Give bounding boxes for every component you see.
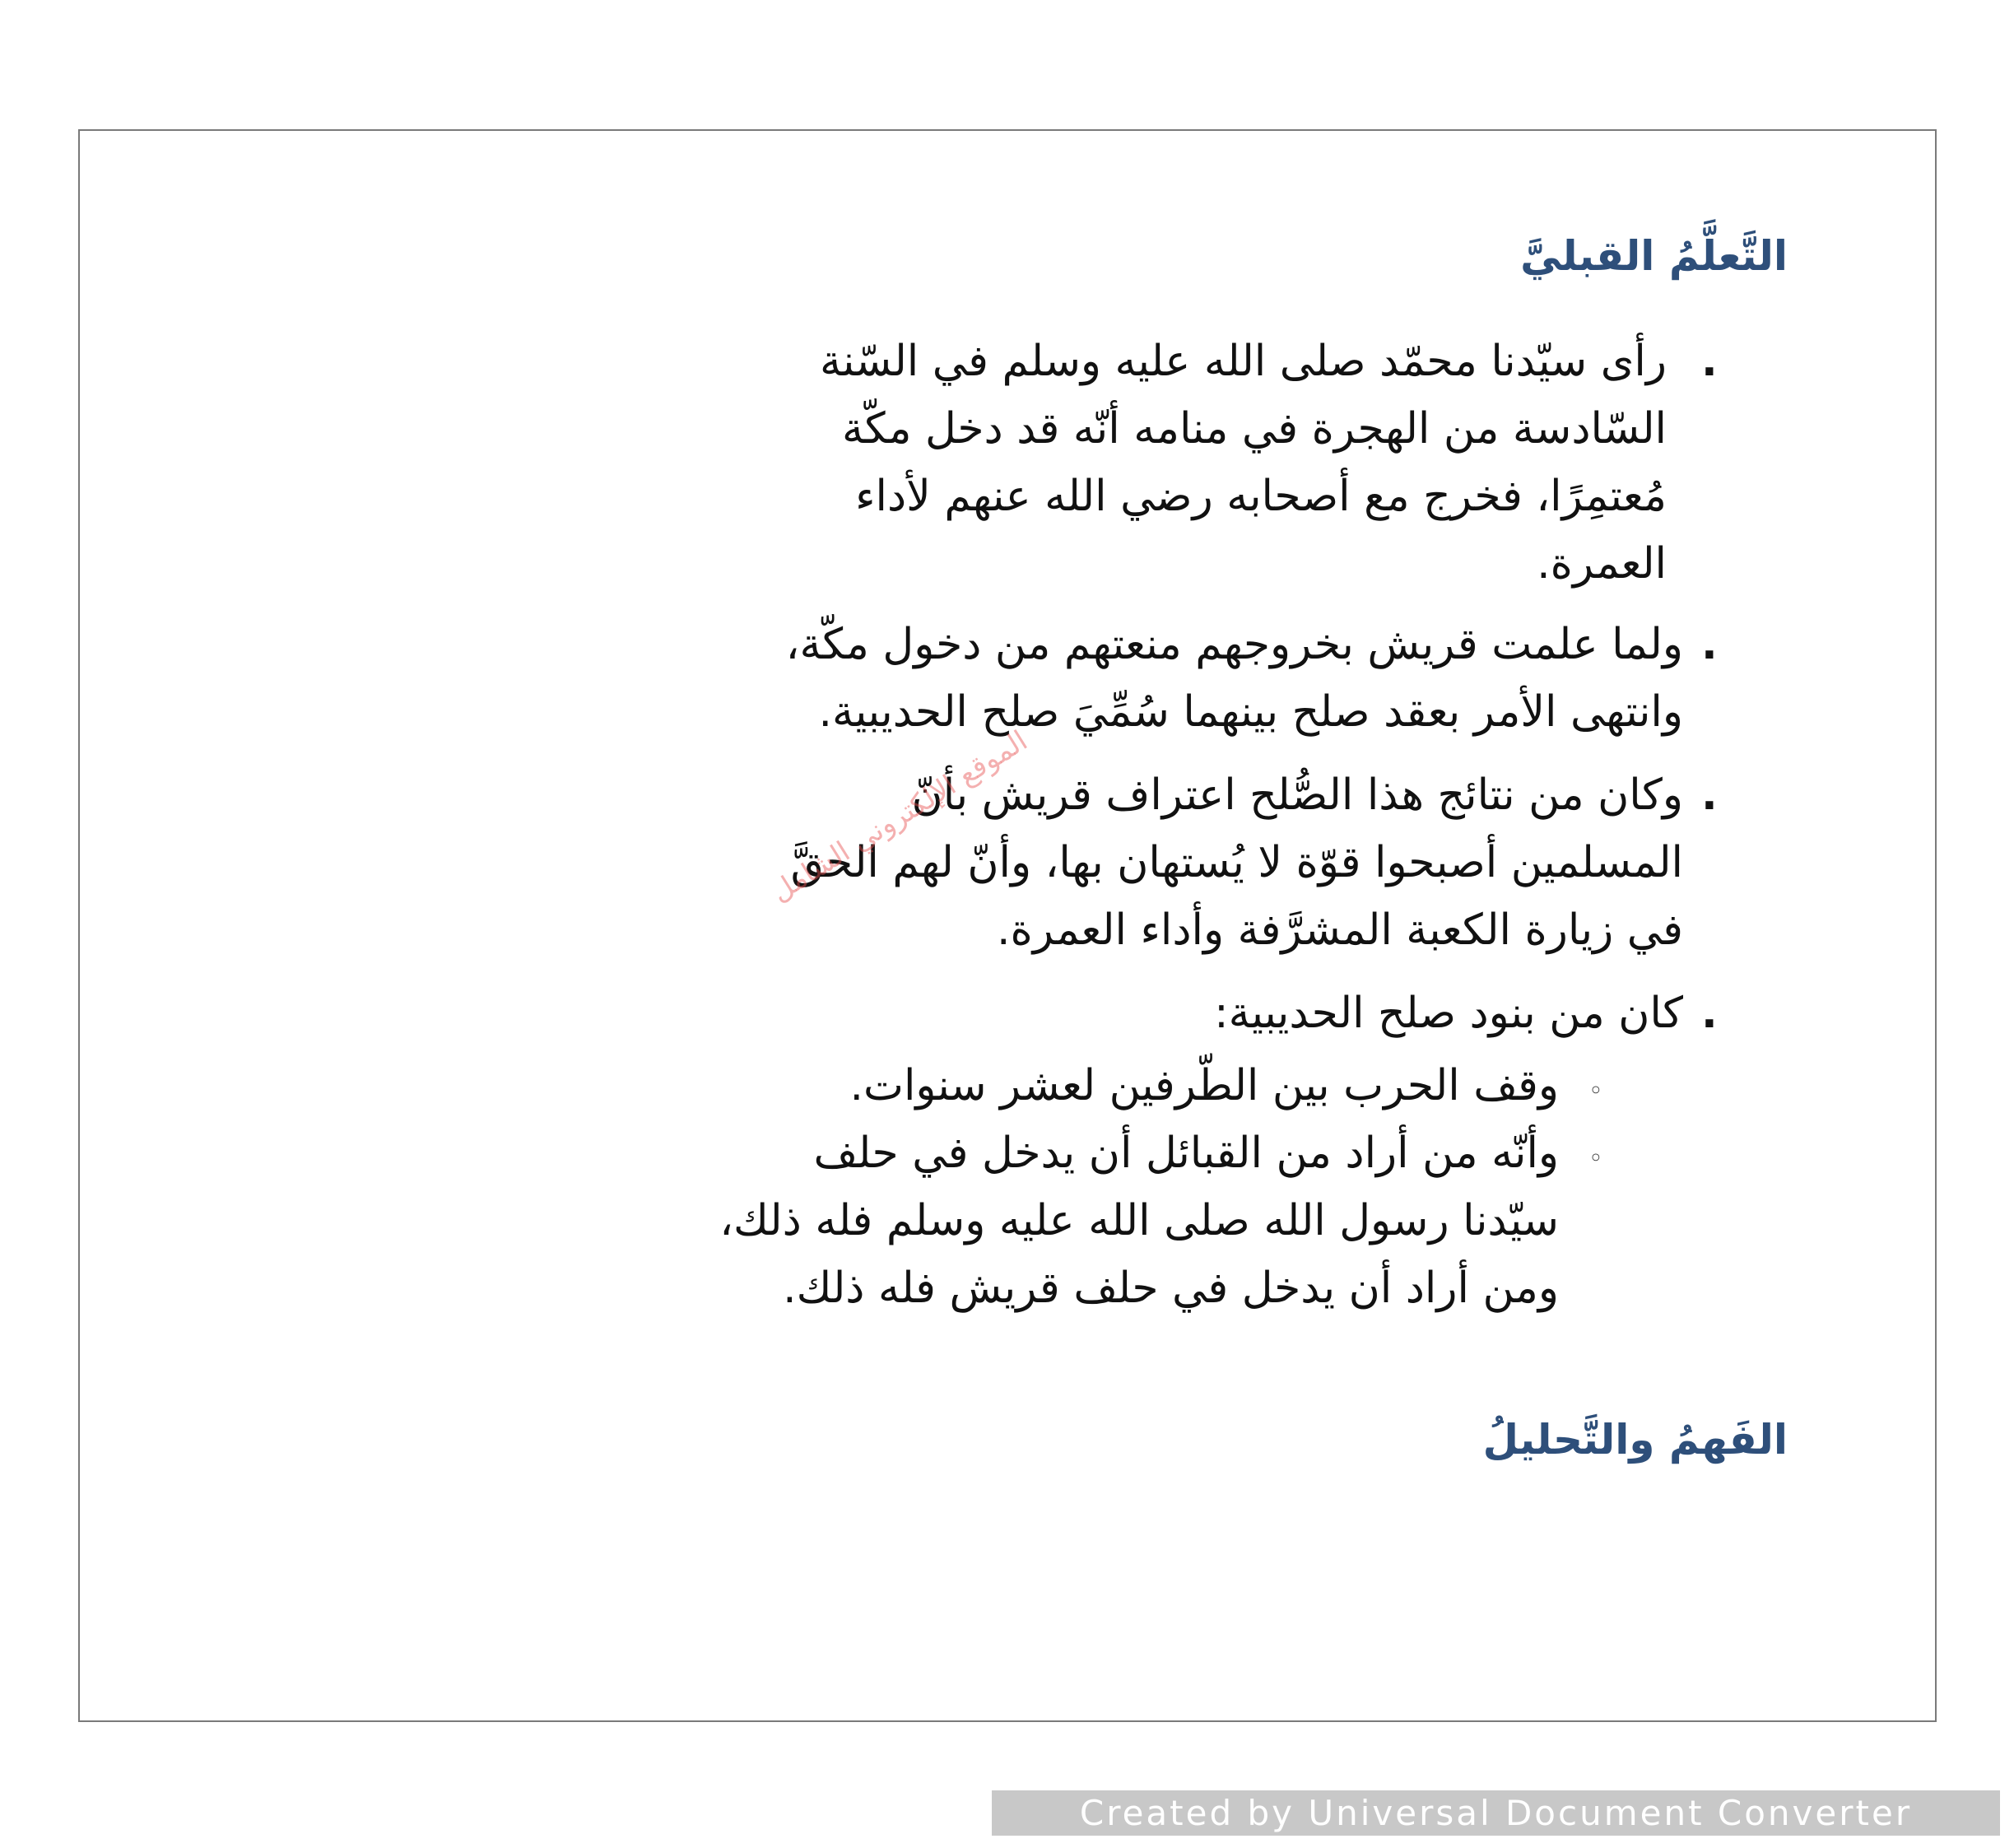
bullet-line: السّادسة من الهجرة في منامه أنّه قد دخل مكّة (842, 404, 1667, 454)
sub-bullet-marker: ◦ (1588, 1144, 1603, 1173)
bullet-line: وكان من نتائج هذا الصُّلح اعتراف قريش بأنّ (911, 770, 1683, 820)
sub-bullet-line: سيّدنا رسول الله صلى الله عليه وسلم فله ذلك، (719, 1196, 1559, 1245)
bullet-line: المسلمين أصبحوا قوّة لا يُستهان بها، وأنّ لهم الحقَّ (790, 838, 1683, 887)
bullet-line: وانتهى الأمر بعقد صلح بينهما سُمِّيَ صلح الحديبية. (818, 687, 1683, 737)
bullet-paragraph (333, 328, 1667, 598)
bullet-marker: . (1701, 770, 1718, 820)
bullet-line: مُعتمِرًا، فخرج مع أصحابه رضي الله عنهم لأداء (855, 472, 1667, 521)
bullet-line: ولما علمت قريش بخروجهم منعتهم من دخول مكّة، (785, 620, 1683, 669)
bullet-line: في زيارة الكعبة المشرَّفة وأداء العمرة. (997, 905, 1683, 955)
sub-bullet-line: وقف الحرب بين الطّرفين لعشر سنوات. (849, 1061, 1559, 1110)
bullet-paragraph (235, 611, 1683, 746)
sub-bullet-line: وأنّه من أراد من القبائل أن يدخل في حلف (813, 1129, 1559, 1178)
converter-footer-banner: Created by Universal Document Converter (992, 1790, 2000, 1836)
bullet-paragraph (267, 761, 1683, 964)
bullet-line: العمرة. (1537, 539, 1667, 589)
bullet-marker: . (1701, 337, 1718, 386)
sub-bullet-paragraph (407, 1052, 1559, 1120)
bullet-marker: . (1701, 989, 1718, 1038)
sub-bullet-marker: ◦ (1588, 1077, 1603, 1106)
sub-bullet-line: ومن أراد أن يدخل في حلف قريش فله ذلك. (783, 1264, 1559, 1313)
sub-bullet-paragraph (242, 1120, 1559, 1322)
bullet-line: كان من بنود صلح الحديبية: (1214, 989, 1683, 1038)
heading-understanding: الفَهمُ والتَّحليلُ (1482, 1416, 1788, 1464)
bullet-marker: . (1701, 620, 1718, 669)
bullet-line: رأى سيّدنا محمّد صلى الله عليه وسلم في السّنة (819, 337, 1667, 386)
heading-prior-learning: التَّعلَّمُ القبليَّ (1520, 232, 1788, 280)
watermark-text: الموقع الإلكتروني الشامل (765, 724, 1034, 909)
bullet-paragraph (695, 980, 1683, 1047)
